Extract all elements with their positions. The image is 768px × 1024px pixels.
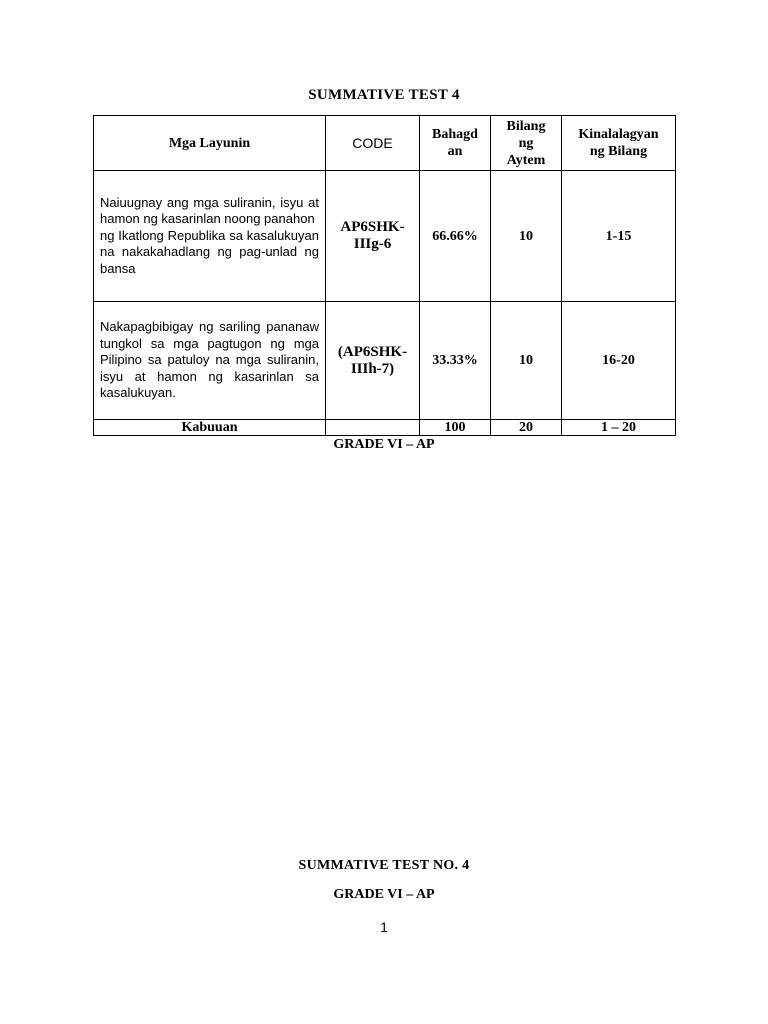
footer-title: SUMMATIVE TEST NO. 4 xyxy=(298,858,470,873)
grade-label: GRADE VI – AP xyxy=(333,437,435,452)
item-placement-cell: 16-20 xyxy=(562,302,676,420)
table-total-row xyxy=(94,420,676,436)
total-percentage: 100 xyxy=(420,420,491,436)
code-cell: (AP6SHK- IIIh-7) xyxy=(326,302,420,420)
item-count-cell: 10 xyxy=(491,171,562,302)
header-objectives: Mga Layunin xyxy=(94,116,326,171)
header-item-count: Bilang ng Aytem xyxy=(491,116,562,171)
total-code xyxy=(326,420,420,436)
table-row xyxy=(94,171,676,302)
table-of-specifications xyxy=(93,115,676,436)
page-number: 1 xyxy=(380,919,388,935)
item-placement-cell: 1-15 xyxy=(562,171,676,302)
header-item-placement: Kinalalagyan ng Bilang xyxy=(562,116,676,171)
item-count-cell: 10 xyxy=(491,302,562,420)
table-row xyxy=(94,302,676,420)
total-label: Kabuuan xyxy=(94,420,326,436)
total-item-count: 20 xyxy=(491,420,562,436)
header-percentage: Bahagd an xyxy=(420,116,491,171)
header-code: CODE xyxy=(326,116,420,171)
percentage-cell: 33.33% xyxy=(420,302,491,420)
objective-cell: Naiuugnay ang mga suliranin, isyu at hamon ng kasarinlan noong panahon ng Ikatlong Republika sa kasalukuyan na nakakahadlang ng pag-unlad ng bansa xyxy=(94,171,326,302)
code-cell: AP6SHK- IIIg-6 xyxy=(326,171,420,302)
table-header-row xyxy=(94,116,676,171)
total-item-placement: 1 – 20 xyxy=(562,420,676,436)
footer-grade: GRADE VI – AP xyxy=(333,887,435,902)
percentage-cell: 66.66% xyxy=(420,171,491,302)
objective-cell: Nakapagbibigay ng sariling pananaw tungkol sa mga pagtugon ng mga Pilipino sa patuloy na mga suliranin, isyu at hamon ng kasarinlan sa kasalukuyan. xyxy=(94,302,326,420)
document-title: SUMMATIVE TEST 4 xyxy=(308,87,460,103)
